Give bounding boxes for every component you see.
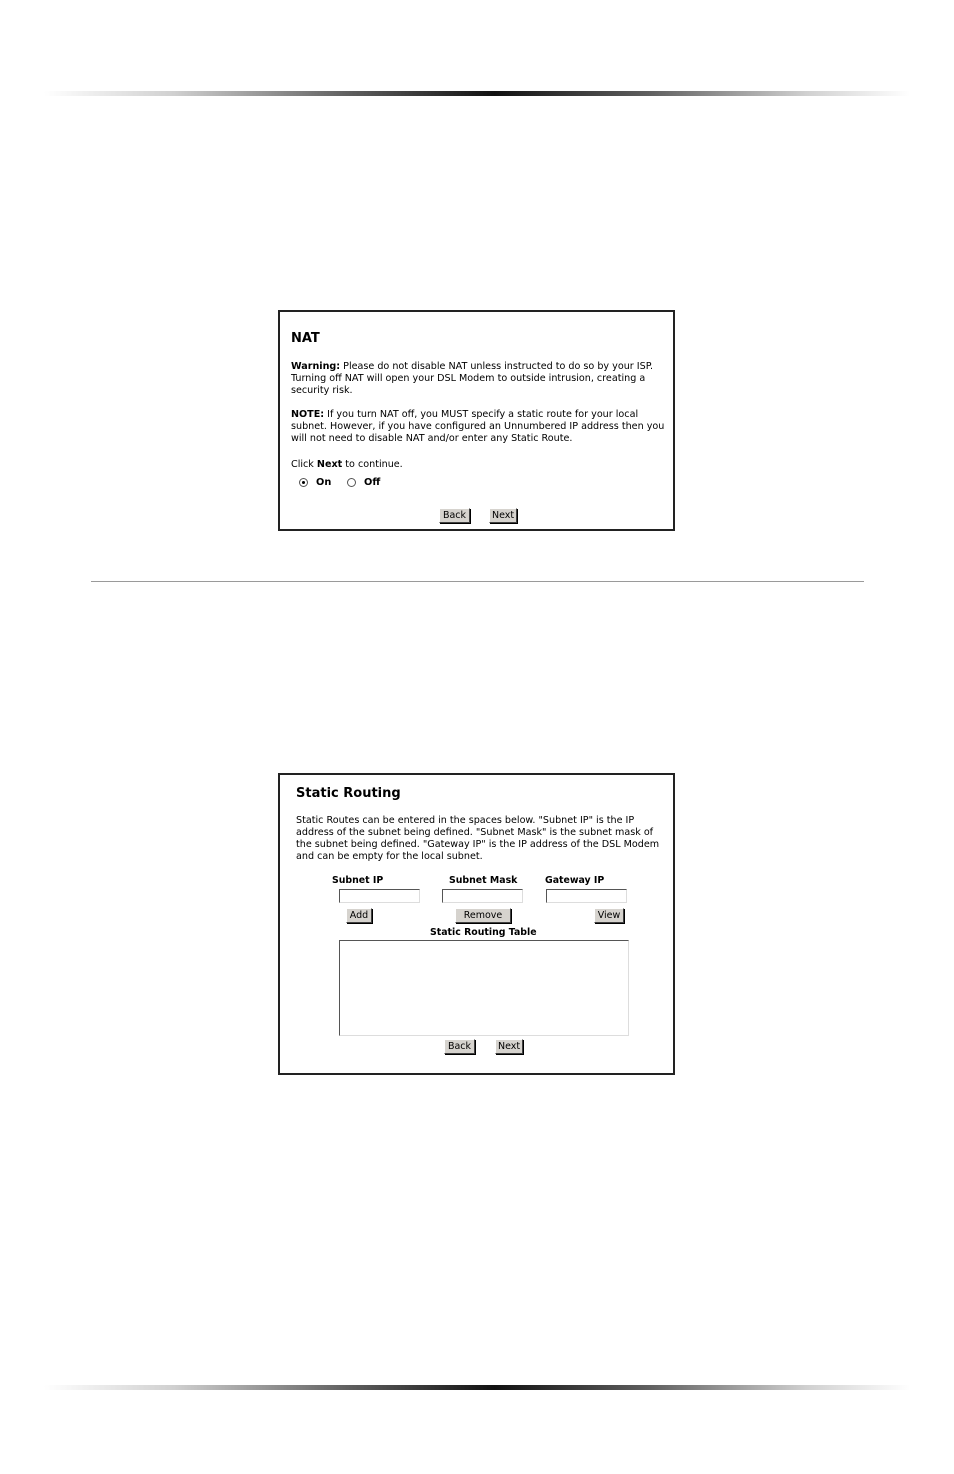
static-next-button[interactable]: Next [495, 1039, 523, 1054]
subnet-ip-label: Subnet IP [332, 875, 384, 886]
top-decorative-bar [44, 91, 910, 96]
nat-panel [278, 310, 675, 531]
nat-warning-text: Warning: Please do not disable NAT unless instructed to do so by your ISP. Turning off NAT will open your DSL Modem to outside intrusion, creating a security risk. [291, 361, 654, 396]
nat-continue-text: Click Next to continue. [291, 459, 403, 470]
bottom-decorative-bar [44, 1385, 910, 1390]
static-routing-description: Static Routes can be entered in the spaces below. "Subnet IP" is the IP address of the subnet being defined. "Subnet Mask" is the subnet mask of the subnet being defined. "Gateway IP" is the IP address of the DSL Modem and can be empty for the local subnet. [296, 815, 660, 862]
remove-route-button[interactable]: Remove [455, 908, 511, 923]
nat-note-text: NOTE: If you turn NAT off, you MUST specify a static route for your local subnet. However, if you have configured an Unnumbered IP address then you will not need to disable NAT and/or enter any Static Route. [291, 409, 665, 444]
add-route-button[interactable]: Add [346, 908, 372, 923]
nat-radio-off[interactable] [347, 477, 380, 488]
subnet-ip-input[interactable] [339, 889, 420, 903]
nat-back-button[interactable]: Back [439, 508, 470, 523]
radio-off-button[interactable] [347, 478, 356, 487]
view-routes-button[interactable]: View [594, 908, 624, 923]
nat-warning-label: Warning: [291, 361, 341, 372]
gateway-ip-input[interactable] [546, 889, 627, 903]
radio-on-button[interactable] [299, 478, 308, 487]
subnet-mask-input[interactable] [442, 889, 523, 903]
nat-next-button[interactable]: Next [489, 508, 517, 523]
subnet-mask-label: Subnet Mask [449, 875, 518, 886]
static-routing-table[interactable] [339, 940, 629, 1036]
static-routing-table-label: Static Routing Table [430, 927, 537, 938]
nat-title: NAT [291, 331, 320, 346]
static-routing-title: Static Routing [296, 786, 401, 801]
gateway-ip-label: Gateway IP [545, 875, 605, 886]
radio-off-label: Off [364, 477, 381, 488]
section-divider [91, 581, 864, 582]
nat-note-label: NOTE: [291, 409, 325, 420]
radio-on-label: On [316, 477, 332, 488]
nat-radio-on[interactable] [299, 477, 331, 488]
static-routing-panel [278, 773, 675, 1075]
static-back-button[interactable]: Back [444, 1039, 475, 1054]
